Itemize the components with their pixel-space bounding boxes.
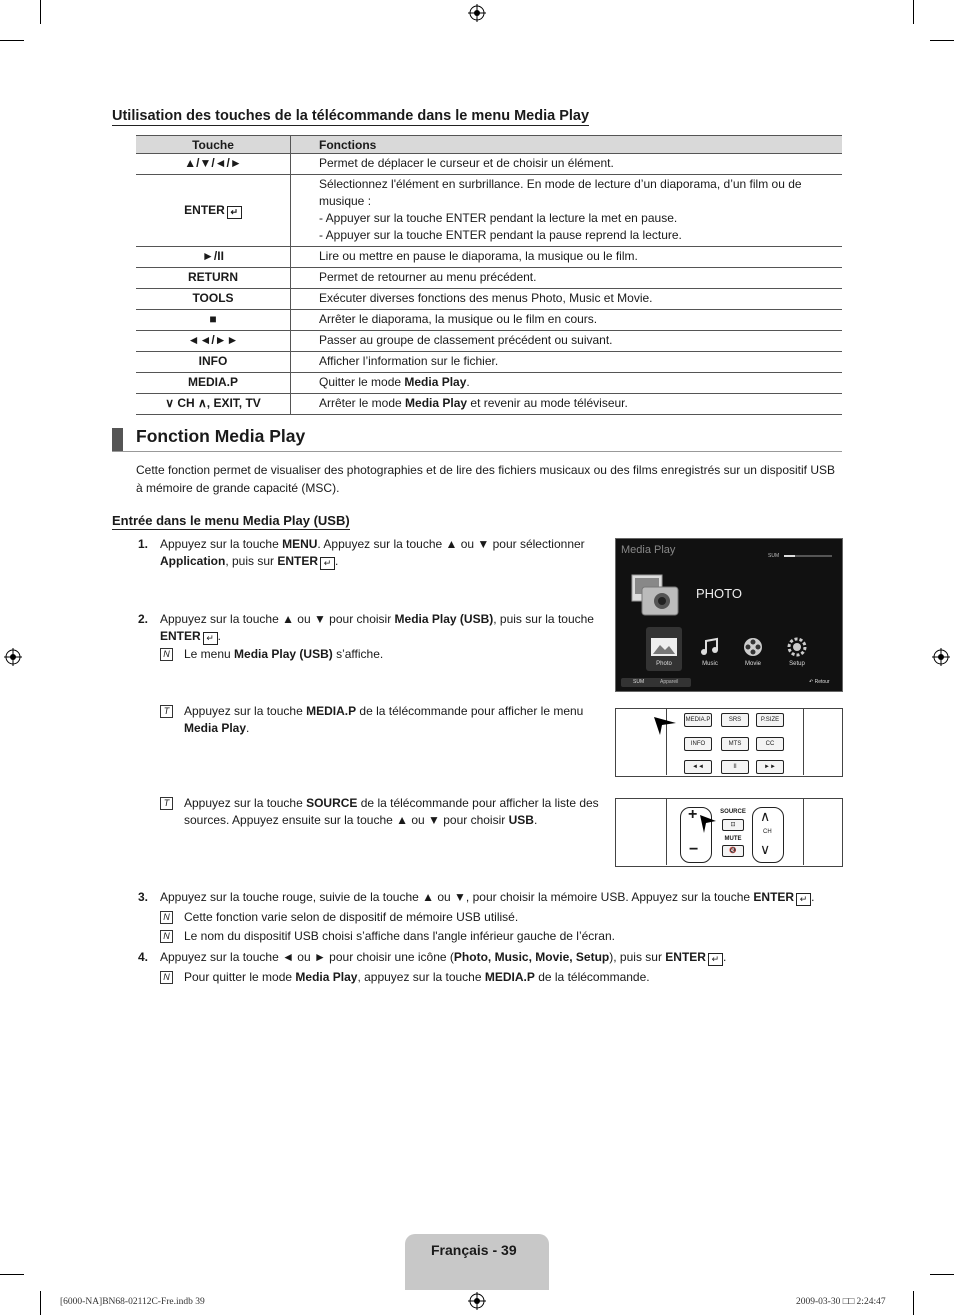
- table-header-row: [136, 136, 842, 154]
- note-icon: N: [160, 648, 173, 661]
- table-row: [136, 154, 842, 175]
- enter-icon: ↵: [320, 557, 335, 570]
- step-4: 4. Appuyez sur la touche ◄ ou ► pour choisir une icône (Photo, Music, Movie, Setup), puis sur ENTER ↵ .: [138, 950, 727, 964]
- device-label: SUM: [768, 553, 780, 559]
- status-bar: [621, 678, 691, 687]
- capacity-bar: [784, 555, 832, 557]
- table-row: [136, 352, 842, 373]
- pointer-arrow-icon: [698, 813, 718, 835]
- fast-forward-button[interactable]: ►►: [756, 760, 784, 774]
- key-cell: RETURN: [136, 268, 291, 289]
- page-number: Français - 39: [431, 1242, 517, 1258]
- enter-icon: ↵: [796, 893, 811, 906]
- file-imprint: [6000-NA]BN68-02112C-Fre.indb 39: [60, 1297, 205, 1307]
- menu-item-music[interactable]: Music: [702, 661, 718, 667]
- note-icon: N: [160, 930, 173, 943]
- enter-icon: ↵: [227, 206, 242, 219]
- info-button[interactable]: INFO: [684, 737, 712, 751]
- note-icon: N: [160, 911, 173, 924]
- column-header: Fonctions: [291, 136, 843, 154]
- p-size-button[interactable]: P.SIZE: [756, 713, 784, 727]
- note-icon: N: [160, 971, 173, 984]
- function-cell: Passer au groupe de classement précédent ou suivant.: [291, 331, 843, 352]
- rewind-button[interactable]: ◄◄: [684, 760, 712, 774]
- tip-note: T Appuyez sur la touche MEDIA.P de la télécommande pour afficher le menu Media Play.: [184, 703, 604, 737]
- crop-mark: [0, 40, 24, 41]
- function-cell: Arrêter le mode Media Play et revenir au mode téléviseur.: [291, 394, 843, 415]
- photo-icon[interactable]: [650, 637, 678, 657]
- status-device: SUM: [633, 679, 645, 685]
- media-play-screen: [615, 538, 843, 692]
- key-cell: ENTER ↵: [136, 175, 291, 247]
- registration-mark-icon: [468, 4, 486, 22]
- table-row: [136, 331, 842, 352]
- menu-item-movie[interactable]: Movie: [744, 661, 761, 667]
- subsection-title: Entrée dans le menu Media Play (USB): [112, 513, 350, 528]
- function-cell: Afficher l’information sur le fichier.: [291, 352, 843, 373]
- channel-label: CH: [763, 829, 772, 835]
- pointer-arrow-icon: [652, 713, 678, 737]
- crop-mark: [40, 0, 41, 24]
- remote-media-buttons: [615, 708, 843, 777]
- page-title: Fonction Media Play: [136, 426, 306, 446]
- mute-button[interactable]: 🔇: [722, 845, 744, 857]
- table-row: [136, 373, 842, 394]
- function-cell: Quitter le mode Media Play.: [291, 373, 843, 394]
- step-1: 1. Appuyez sur la touche MENU. Appuyez sur la touche ▲ ou ▼ pour sélectionner Application, puis sur ENTER ↵ .: [138, 537, 585, 568]
- source-label: SOURCE: [720, 809, 746, 815]
- function-cell: Permet de retourner au menu précédent.: [291, 268, 843, 289]
- remote-source-buttons: [615, 798, 843, 867]
- function-cell: Exécuter diverses fonctions des menus Photo, Music et Movie.: [291, 289, 843, 310]
- mts-button[interactable]: MTS: [721, 737, 749, 751]
- status-item: Appareil: [660, 679, 679, 685]
- pause-button[interactable]: II: [721, 760, 749, 774]
- volume-up-icon: +: [688, 806, 698, 823]
- table-row: [136, 310, 842, 331]
- setup-gear-icon[interactable]: [787, 637, 807, 657]
- function-cell: Sélectionnez l'élément en surbrillance. En mode de lecture d’un diaporama, d’un film ou de musique : - Appuyer sur la touche ENTER pendant la lecture la met en pause. - Appuyer sur la touche ENTER pendant la pause reprend la lecture.: [291, 175, 843, 247]
- crop-mark: [40, 1291, 41, 1315]
- enter-icon: ↵: [708, 953, 723, 966]
- movie-icon[interactable]: [743, 637, 763, 657]
- table-row: [136, 394, 842, 415]
- key-cell: ∨ CH ∧, EXIT, TV: [136, 394, 291, 415]
- table-row: [136, 175, 842, 247]
- volume-down-icon: −: [689, 841, 699, 858]
- section-title: Utilisation des touches de la télécommande dans le menu Media Play: [112, 108, 590, 124]
- divider: [112, 451, 842, 452]
- tip-icon: T: [160, 705, 173, 718]
- menu-item-setup[interactable]: Setup: [789, 661, 805, 667]
- note: N Pour quitter le mode Media Play, appuyez sur la touche MEDIA.P de la télécommande.: [184, 969, 834, 986]
- table-row: [136, 268, 842, 289]
- note: N Le menu Media Play (USB) s’affiche.: [184, 646, 604, 663]
- key-cell: ■: [136, 310, 291, 331]
- menu-item-photo[interactable]: Photo: [656, 661, 672, 667]
- key-cell: INFO: [136, 352, 291, 373]
- function-cell: Arrêter le diaporama, la musique ou le film en cours.: [291, 310, 843, 331]
- step-3: 3. Appuyez sur la touche rouge, suivie de la touche ▲ ou ▼, pour choisir la mémoire USB. Appuyez sur la touche ENTER ↵ .: [138, 890, 815, 904]
- key-cell: ◄◄/►►: [136, 331, 291, 352]
- crop-mark: [913, 0, 914, 24]
- selected-label: PHOTO: [696, 586, 742, 601]
- channel-up-icon: ∧: [760, 808, 771, 824]
- registration-mark-icon: [932, 648, 950, 666]
- cc-button[interactable]: CC: [756, 737, 784, 751]
- media-p-button[interactable]: MEDIA.P: [684, 713, 712, 727]
- key-cell: TOOLS: [136, 289, 291, 310]
- crop-mark: [930, 1274, 954, 1275]
- step-2: 2. Appuyez sur la touche ▲ ou ▼ pour choisir Media Play (USB), puis sur la touche ENTER ↵ .: [138, 612, 594, 643]
- crop-mark: [930, 40, 954, 41]
- remote-keys-table: [136, 135, 842, 415]
- channel-down-icon: ∨: [760, 841, 771, 857]
- function-cell: Permet de déplacer le curseur et de choisir un élément.: [291, 154, 843, 175]
- date-imprint: 2009-03-30 □□ 2:24:47: [796, 1297, 886, 1307]
- music-icon[interactable]: [700, 637, 720, 657]
- column-header: Touche: [136, 136, 291, 154]
- crop-mark: [913, 1291, 914, 1315]
- intro-paragraph: Cette fonction permet de visualiser des photographies et de lire des fichiers musicaux ou des films enregistrés sur un dispositif USB à mémoire de grande capacité (MSC).: [136, 463, 836, 495]
- mute-label: MUTE: [724, 836, 742, 842]
- function-cell: Lire ou mettre en pause le diaporama, la musique ou le film.: [291, 247, 843, 268]
- tip-icon: T: [160, 797, 173, 810]
- source-button[interactable]: ⊡: [722, 819, 744, 831]
- key-cell: MEDIA.P: [136, 373, 291, 394]
- crop-mark: [0, 1274, 24, 1275]
- note: N Le nom du dispositif USB choisi s’affiche dans l'angle inférieur gauche de l’écran.: [184, 928, 834, 945]
- key-cell: ►/II: [136, 247, 291, 268]
- table-row: [136, 289, 842, 310]
- registration-mark-icon: [4, 648, 22, 666]
- return-hint: ↶ Retour: [809, 679, 830, 685]
- screen-title: Media Play: [621, 544, 676, 556]
- heading-bar: [112, 428, 123, 451]
- tip-note: T Appuyez sur la touche SOURCE de la télécommande pour afficher la liste des sources. Appuyez ensuite sur la touche ▲ ou ▼ pour choisir USB.: [184, 795, 608, 829]
- note: N Cette fonction varie selon de dispositif de mémoire USB utilisé.: [184, 909, 834, 926]
- table-row: [136, 247, 842, 268]
- key-cell: ▲/▼/◄/►: [136, 154, 291, 175]
- photo-icon: [630, 573, 680, 617]
- srs-button[interactable]: SRS: [721, 713, 749, 727]
- enter-icon: ↵: [203, 632, 218, 645]
- registration-mark-icon: [468, 1292, 486, 1310]
